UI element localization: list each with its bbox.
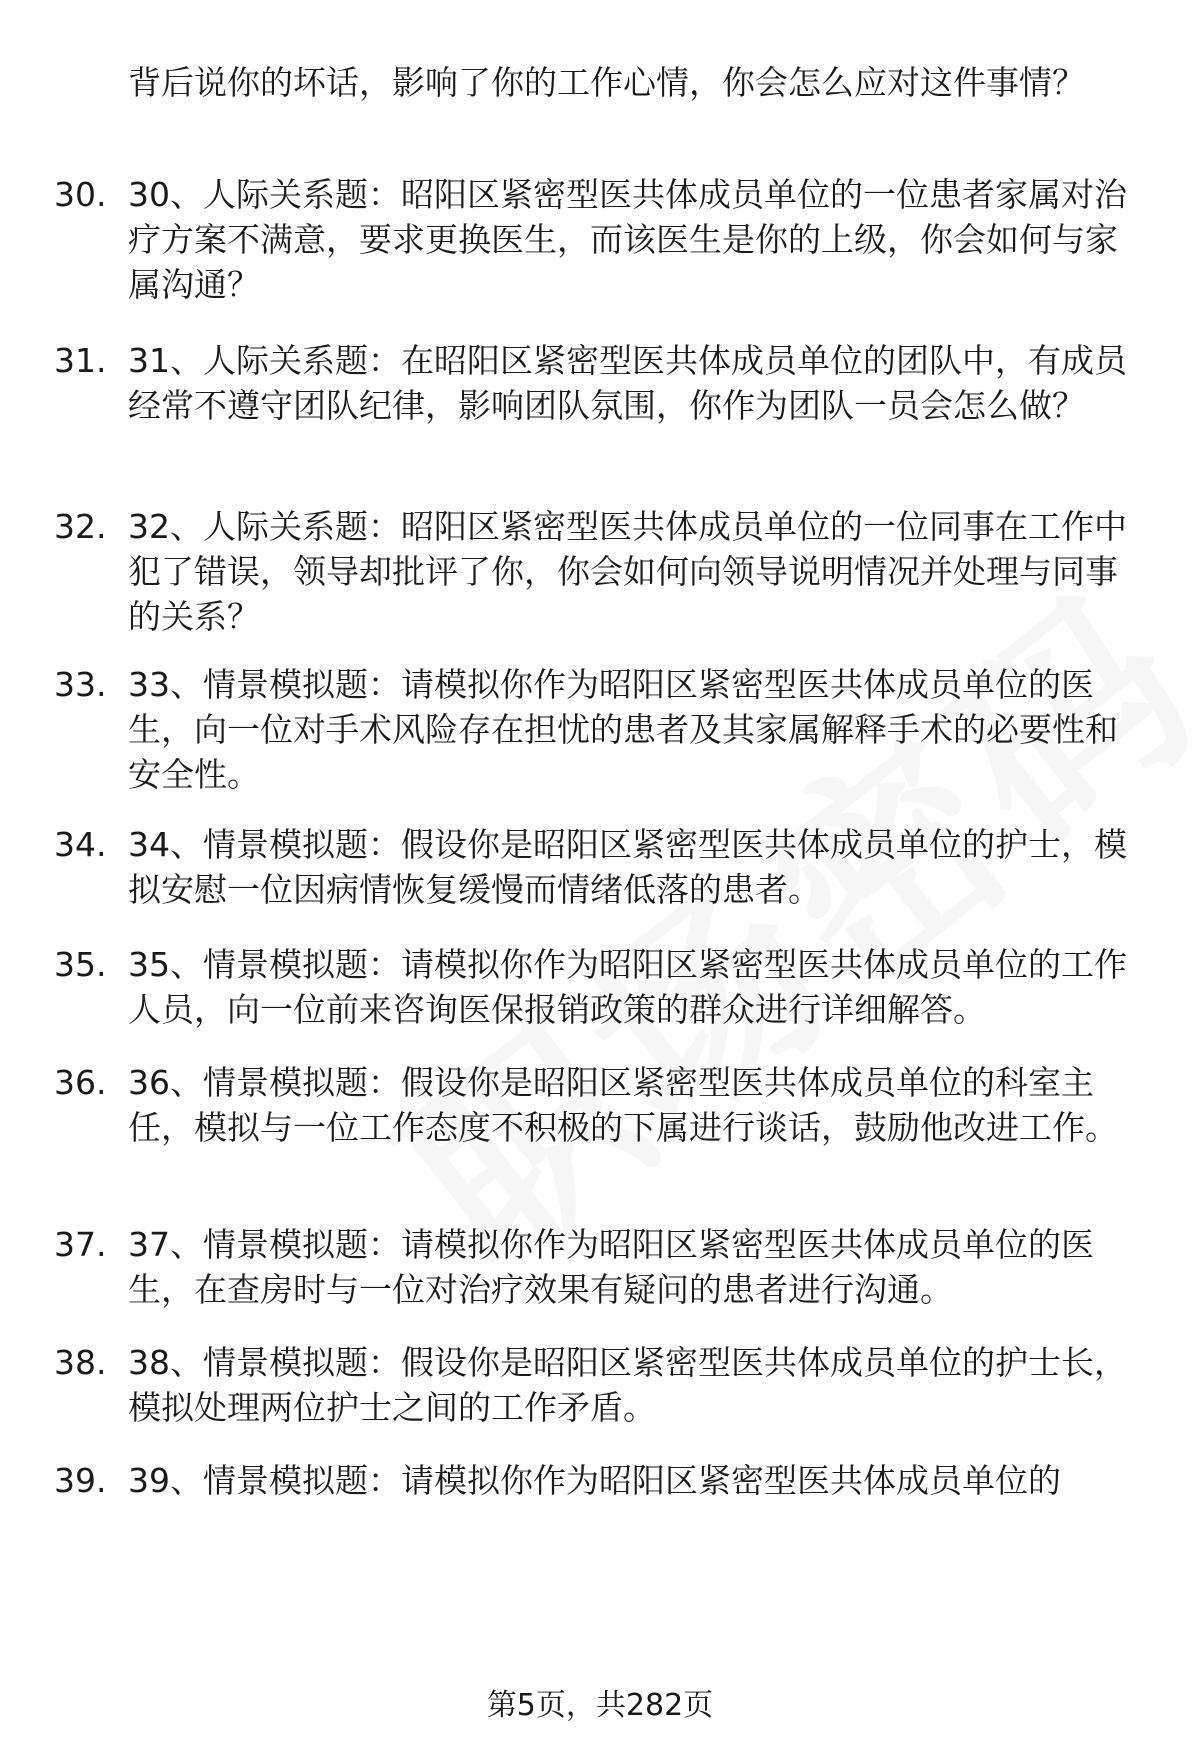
item-text: 31、人际关系题：在昭阳区紧密型医共体成员单位的团队中，有成员经常不遵守团队纪律，影响团队氛围，你作为团队一员会怎么做？ xyxy=(128,341,1127,425)
item-number: 35. xyxy=(54,945,107,984)
item-text: 38、情景模拟题：假设你是昭阳区紧密型医共体成员单位的护士长，模拟处理两位护士之间的工作矛盾。 xyxy=(128,1343,1127,1427)
item-text: 37、情景模拟题：请模拟你作为昭阳区紧密型医共体成员单位的医生，在查房时与一位对治疗效果有疑问的患者进行沟通。 xyxy=(128,1225,1094,1309)
item-number: 36. xyxy=(54,1063,107,1102)
item-text: 39、情景模拟题：请模拟你作为昭阳区紧密型医共体成员单位的 xyxy=(128,1461,1061,1500)
item-text: 32、人际关系题：昭阳区紧密型医共体成员单位的一位同事在工作中犯了错误，领导却批评了你，你会如何向领导说明情况并处理与同事的关系？ xyxy=(128,507,1127,636)
item-text: 35、情景模拟题：请模拟你作为昭阳区紧密型医共体成员单位的工作人员，向一位前来咨询医保报销政策的群众进行详细解答。 xyxy=(128,945,1127,1029)
item-number: 33. xyxy=(54,665,107,704)
item-number: 34. xyxy=(54,825,107,864)
page-footer: 第5页，共282页 xyxy=(486,1688,714,1723)
item-text: 33、情景模拟题：请模拟你作为昭阳区紧密型医共体成员单位的医生，向一位对手术风险存在担忧的患者及其家属解释手术的必要性和安全性。 xyxy=(128,665,1118,794)
item-number: 37. xyxy=(54,1225,107,1264)
item-number: 32. xyxy=(54,507,107,546)
continuation-text: 背后说你的坏话，影响了你的工作心情，你会怎么应对这件事情？ xyxy=(128,63,1085,102)
item-number: 31. xyxy=(54,341,107,380)
item-number: 30. xyxy=(54,175,107,214)
item-text: 34、情景模拟题：假设你是昭阳区紧密型医共体成员单位的护士，模拟安慰一位因病情恢复缓慢而情绪低落的患者。 xyxy=(128,825,1127,909)
item-text: 30、人际关系题：昭阳区紧密型医共体成员单位的一位患者家属对治疗方案不满意，要求更换医生，而该医生是你的上级，你会如何与家属沟通？ xyxy=(128,175,1127,304)
item-number: 39. xyxy=(54,1461,107,1500)
item-text: 36、情景模拟题：假设你是昭阳区紧密型医共体成员单位的科室主任，模拟与一位工作态度不积极的下属进行谈话，鼓励他改进工作。 xyxy=(128,1063,1118,1147)
item-number: 38. xyxy=(54,1343,107,1382)
